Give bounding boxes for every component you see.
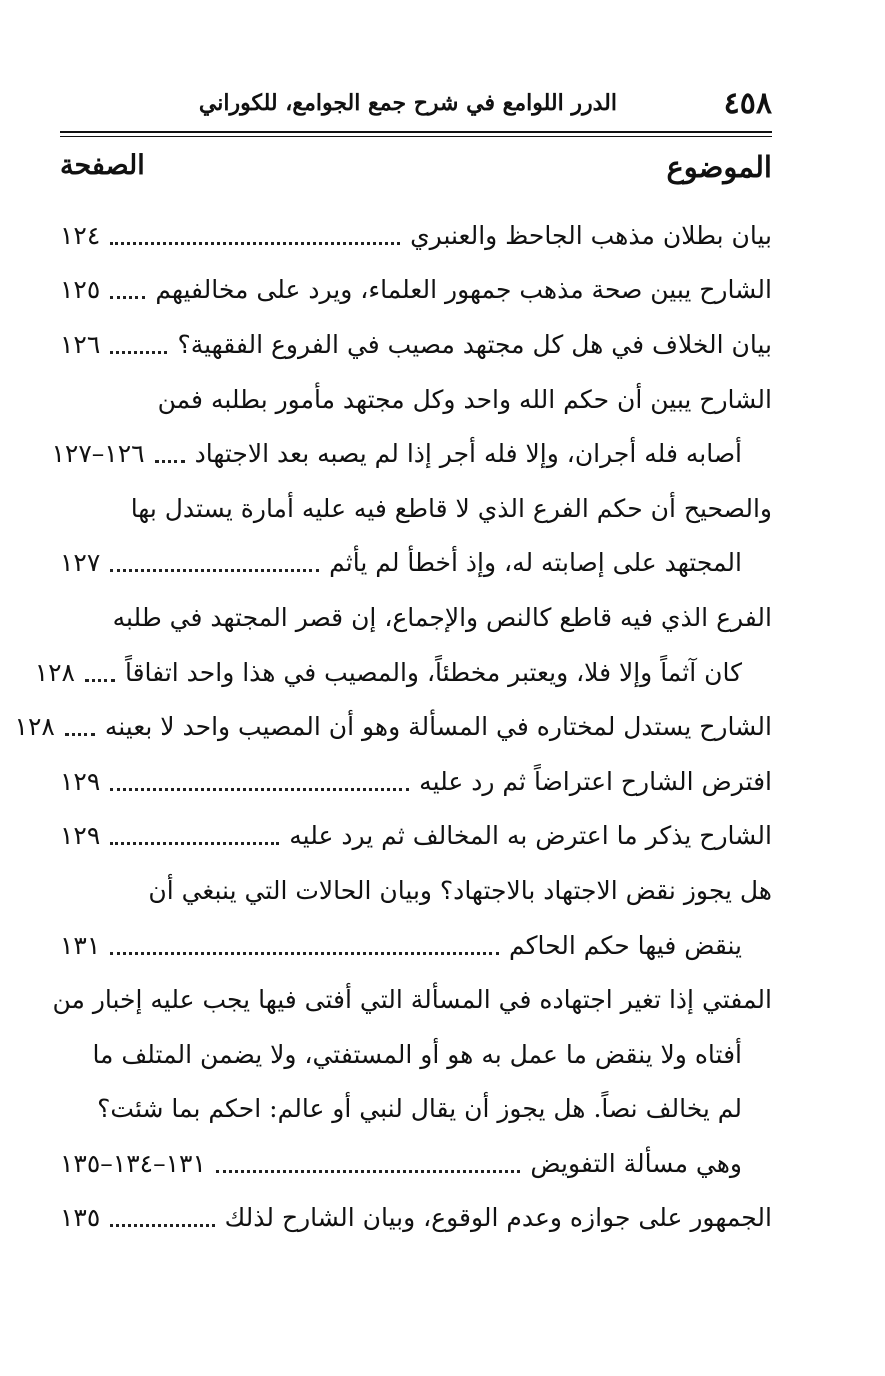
contents-line <box>60 208 772 263</box>
entry-text: المفتي إذا تغير اجتهاده في المسألة التي أفتى فيها يجب عليه إخبار من <box>52 985 772 1015</box>
dot-leader <box>110 842 279 845</box>
running-head <box>60 84 772 128</box>
entry-text: الشارح يستدل لمختاره في المسألة وهو أن المصيب واحد لا بعينه <box>104 712 772 742</box>
dot-leader <box>85 679 115 682</box>
entry-page-number: ١٢٦–١٢٧ <box>51 439 145 469</box>
contents-line <box>60 1082 772 1137</box>
entry-text: ينقض فيها حكم الحاكم <box>508 930 742 960</box>
entry-page-number: ١٢٥ <box>60 275 101 305</box>
entry-page-number: ١٣١–١٣٤–١٣٥ <box>60 1148 206 1178</box>
contents-line <box>60 263 772 318</box>
dot-leader <box>216 1170 521 1173</box>
entry-text: الجمهور على جوازه وعدم الوقوع، وبيان الشارح لذلك <box>224 1203 772 1233</box>
page-number: ٤٥٨ <box>723 86 772 121</box>
contents-line <box>60 481 772 536</box>
entry-text: بيان بطلان مذهب الجاحظ والعنبري <box>410 220 772 250</box>
contents-line <box>52 972 772 1027</box>
entry-text: افترض الشارح اعتراضاً ثم رد عليه <box>419 766 772 796</box>
dot-leader <box>110 242 400 245</box>
contents-line <box>60 918 772 973</box>
topic-column-heading: الموضوع <box>666 150 772 184</box>
entry-text: أصابه فله أجران، وإلا فله أجر إذا لم يصبه بعد الاجتهاد <box>194 439 742 469</box>
entry-text: وهي مسألة التفويض <box>530 1148 742 1178</box>
header-rule <box>60 131 772 133</box>
entry-page-number: ١٢٩ <box>60 766 101 796</box>
contents-line <box>60 754 772 809</box>
dot-leader <box>110 952 499 955</box>
entry-text: المجتهد على إصابته له، وإذ أخطأ لم يأثم <box>329 548 742 578</box>
entry-text: الشارح يبين صحة مذهب جمهور العلماء، ويرد على مخالفيهم <box>155 275 772 305</box>
contents-line <box>51 426 772 481</box>
entry-page-number: ١٢٧ <box>60 548 101 578</box>
entry-page-number: ١٣٥ <box>60 1203 101 1233</box>
contents-line <box>60 863 772 918</box>
dot-leader <box>110 351 167 354</box>
column-headers <box>60 150 772 194</box>
header-rule-thin <box>60 136 772 137</box>
entry-text: الشارح يبين أن حكم الله واحد وكل مجتهد مأمور بطلبه فمن <box>157 384 772 414</box>
contents-line <box>14 699 772 754</box>
contents-line <box>60 1027 772 1082</box>
contents-line <box>60 1136 772 1191</box>
entry-page-number: ١٢٨ <box>34 657 75 687</box>
entry-text: لم يخالف نصاً. هل يجوز أن يقال لنبي أو عالم: احكم بما شئت؟ <box>97 1094 742 1124</box>
contents-line <box>60 317 772 372</box>
entry-text: أفتاه ولا ينقض ما عمل به هو أو المستفتي، ولا يضمن المتلف ما <box>92 1039 742 1069</box>
entry-page-number: ١٣١ <box>60 930 101 960</box>
contents-line <box>60 372 772 427</box>
dot-leader <box>65 733 95 736</box>
dot-leader <box>110 296 145 299</box>
dot-leader <box>155 460 185 463</box>
dot-leader <box>110 569 319 572</box>
contents-list <box>14 208 772 1245</box>
entry-page-number: ١٢٩ <box>60 821 101 851</box>
entry-page-number: ١٢٨ <box>14 712 55 742</box>
contents-line <box>60 590 772 645</box>
contents-line <box>34 645 772 700</box>
page-column-heading: الصفحة <box>60 150 145 181</box>
entry-page-number: ١٢٤ <box>60 220 101 250</box>
entry-text: بيان الخلاف في هل كل مجتهد مصيب في الفروع الفقهية؟ <box>177 329 772 359</box>
dot-leader <box>110 1224 214 1227</box>
entry-text: الشارح يذكر ما اعترض به المخالف ثم يرد عليه <box>289 821 772 851</box>
dot-leader <box>110 788 409 791</box>
contents-line <box>60 1191 772 1246</box>
running-title: الدرر اللوامع في شرح جمع الجوامع، للكوراني <box>198 90 617 116</box>
entry-text: والصحيح أن حكم الفرع الذي لا قاطع فيه عليه أمارة يستدل بها <box>130 493 772 523</box>
entry-text: الفرع الذي فيه قاطع كالنص والإجماع، إن قصر المجتهد في طلبه <box>112 602 772 632</box>
contents-line <box>60 809 772 864</box>
entry-text: كان آثماً وإلا فلا، ويعتبر مخطئاً، والمصيب في هذا واحد اتفاقاً <box>124 657 742 687</box>
entry-page-number: ١٢٦ <box>60 329 101 359</box>
contents-line <box>60 536 772 591</box>
entry-text: هل يجوز نقض الاجتهاد بالاجتهاد؟ وبيان الحالات التي ينبغي أن <box>148 875 772 905</box>
